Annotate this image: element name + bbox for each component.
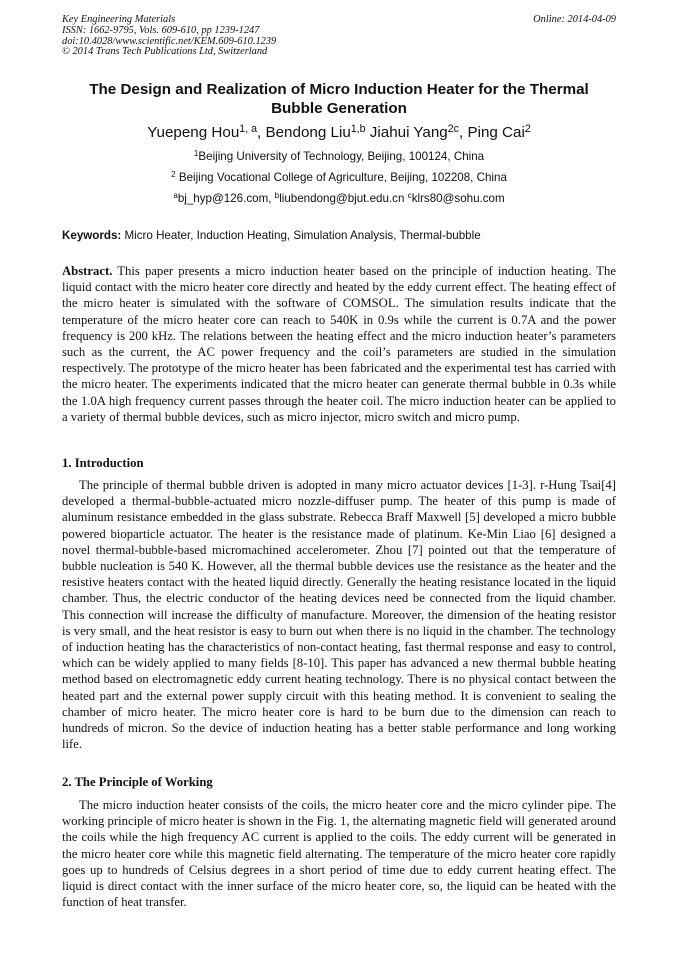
author-sup: 1, a xyxy=(239,122,258,135)
email-line xyxy=(62,192,616,205)
author-sup: 2 xyxy=(524,122,531,135)
online-date: Online: 2014-04-09 xyxy=(533,14,616,25)
issn-line: ISSN: 1662-9795, Vols. 609-610, pp 1239-1247 xyxy=(62,24,260,36)
author-separator: , xyxy=(257,124,266,141)
paper-title: The Design and Realization of Micro Induction Heater for the Thermal Bubble Generation xyxy=(89,81,589,117)
affiliation-1 xyxy=(62,150,616,163)
doi-line: doi:10.4028/www.scientific.net/KEM.609-610.1239 xyxy=(62,35,277,47)
email-link[interactable]: liubendong@bjut.edu.cn xyxy=(279,192,408,205)
email-link[interactable]: klrs80@sohu.com xyxy=(411,192,505,205)
keywords-label: Keywords: xyxy=(62,229,122,242)
author: Jiahui Yang xyxy=(369,124,448,141)
section-heading-principle: 2. The Principle of Working xyxy=(62,775,213,789)
principle-text: The micro induction heater consists of the coils, the micro heater core and the micro cylinder pipe. The working principle of micro heater is shown in the Fig. 1, the alternating magnetic field will generated around the coils while the high frequency AC current is applied to the coils. The eddy current will be generated in the micro heater core while this magnetic field alternating. The temperature of the micro heater core rapidly goes up to hundreds of Celsius degrees in a short period of time due to eddy current heating effect. The liquid is direct contact with the inner surface of the micro heater core, so, the liquid can be heated with the function of heat transfer. xyxy=(62,798,616,910)
author: Ping Cai xyxy=(467,124,525,141)
email-sup: c xyxy=(407,190,412,200)
affiliation-sup: 2 xyxy=(171,169,176,179)
author: Bendong Liu xyxy=(265,124,351,141)
author-sup: 2c xyxy=(447,122,459,135)
abstract-label: Abstract. xyxy=(62,264,113,278)
author-sup: 1,b xyxy=(350,122,366,135)
abstract-text: This paper presents a micro induction heater based on the principle of induction heating. The liquid contact with the micro heater core directly and heated by the eddy current effect. The heating effect of the micro heater is simulated with the software of COMSOL. The simulation results indicate that the temperature of the micro heater core can reach to 540K in 0.9s while the current is 0.7A and the power frequency is 200 kHz. The relations between the heating effect and the micro induction heater’s parameters such as the current, the AC power frequency and the coil’s parameters are studied in the simulation respectively. The prototype of the micro heater has been fabricated and the experimental test has carried with the micro heater. The experiments indicated that the micro heater can generate thermal bubble in 0.3s while the 1.0A high frequency current passes through the heater coil. The micro induction heater can be applied to a variety of thermal bubble devices, such as micro injector, micro switch and micro pump. xyxy=(62,264,616,424)
author: Yuepeng Hou xyxy=(147,124,240,141)
copyright-line: © 2014 Trans Tech Publications Ltd, Switzerland xyxy=(62,46,268,58)
affiliation-text: Beijing Vocational College of Agriculture, Beijing, 102208, China xyxy=(175,171,507,184)
email-sup: a xyxy=(173,190,178,200)
email-link[interactable]: bj_hyp@126.com, xyxy=(177,192,275,205)
keywords-text: Micro Heater, Induction Heating, Simulation Analysis, Thermal-bubble xyxy=(121,229,481,242)
journal-name: Key Engineering Materials xyxy=(62,14,176,25)
author-list xyxy=(62,124,616,141)
keywords xyxy=(62,229,616,242)
affiliation-text: Beijing University of Technology, Beijing, 100124, China xyxy=(198,150,485,163)
affiliation-sup: 1 xyxy=(193,148,199,158)
introduction-text: The principle of thermal bubble driven is adopted in many micro actuator devices [1-3]. r-Hung Tsai[4] developed a thermal-bubble-actuated micro nozzle-diffuser pump. The heater of this pump is made of aluminum resistance embedded in the glass substrate. Rebecca Braff Maxwell [5] developed a micro bubble powered bioparticle actuator. The heater is the resistance made of platinum. Ke-Min Liao [6] designed a novel thermal-bubble-based micromachined accelerometer. Zhou [7] pointed out that the temperature of bubble nucleation is 540 K. However, all the thermal bubble devices use the resistance as the heater and the resistive heaters contact with the heated liquid directly. Generally the heating resistance located in the liquid chamber. Thus, the electric conductor of the heating devices need be connected from the liquid chamber. This connection will increase the difficulty of manufacture. Moreover, the dimension of the heating resistor is very small, and the heat resistor is easy to burn out when there is no liquid in the chamber. The technology of induction heating has the characteristics of non-contact heating, fast thermal response and easy to control, which can be widely applied to many fields [8-10]. This paper has advanced a new thermal bubble heating method based on electromagnetic eddy current heating technology. There is no physical contact between the heated part and the external power supply circuit with this heating method. It is convenient to sealing the chamber of micro heater. The micro heater core is hard to be burn due to the dimension can reach to hundreds of micron. So the device of induction heating has a better stable performance and long working life. xyxy=(62,478,616,752)
author-separator: , xyxy=(458,124,468,141)
section-heading-introduction: 1. Introduction xyxy=(62,456,144,470)
abstract xyxy=(62,263,616,425)
affiliation-2 xyxy=(62,171,616,184)
journal-header xyxy=(62,15,616,58)
email-sup: b xyxy=(274,190,280,200)
